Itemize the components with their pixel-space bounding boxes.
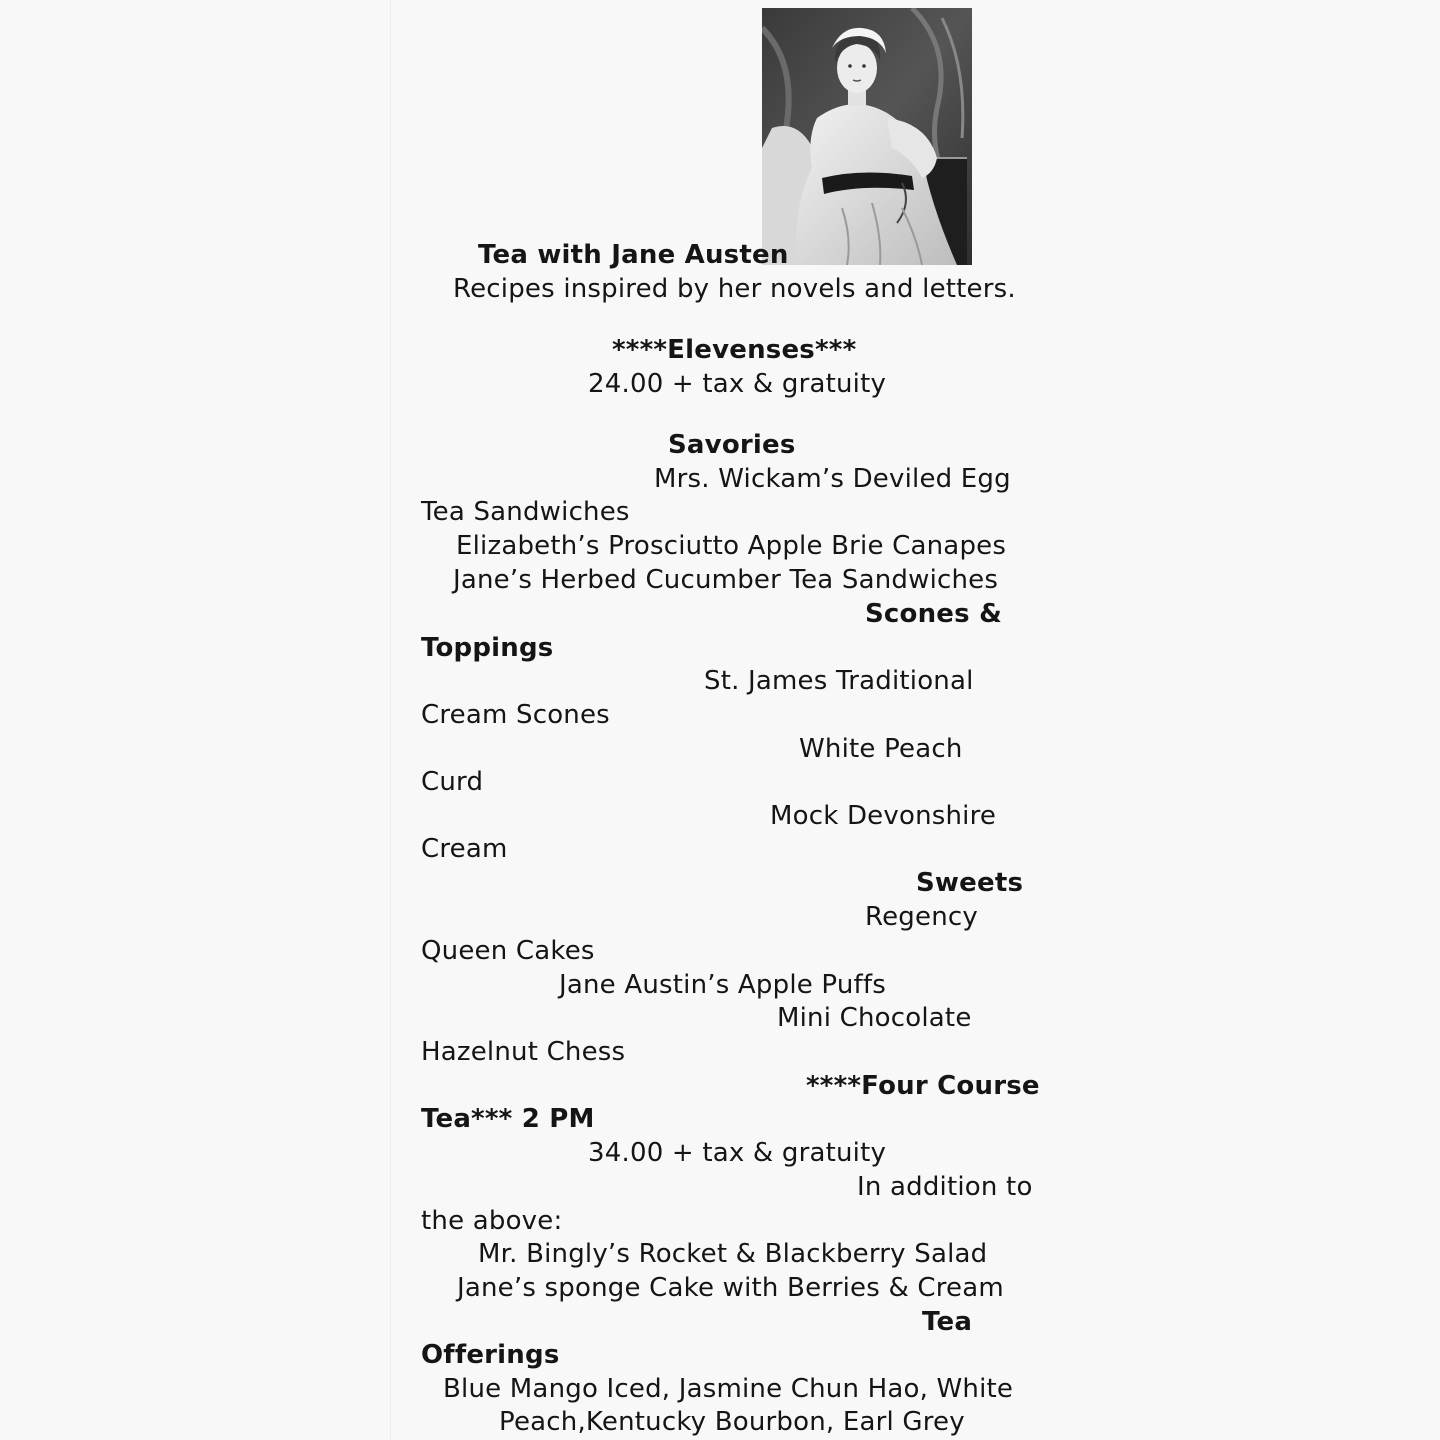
menu-item: Mrs. Wickam’s Deviled Egg [654,464,1011,494]
tea-sandwiches-heading: Tea Sandwiches [421,497,630,527]
scones-heading: Scones & [865,599,1002,629]
menu-item-continued: Cream [421,834,508,864]
menu-title: Tea with Jane Austen [478,240,789,270]
tea-offerings-heading: Tea [922,1307,973,1337]
elevenses-price: 24.00 + tax & gratuity [588,369,887,399]
menu-item: Regency [865,902,978,932]
four-course-heading: ****Four Course [806,1071,1040,1101]
menu-item: St. James Traditional [704,666,974,696]
savories-heading: Savories [668,430,796,460]
column-divider [390,0,391,1440]
menu-item-continued: Curd [421,767,484,797]
menu-item: White Peach [799,734,963,764]
tea-offerings-list-continued: Peach,Kentucky Bourbon, Earl Grey [499,1407,965,1437]
four-course-heading-continued: Tea*** 2 PM [421,1104,595,1134]
menu-item: Jane’s sponge Cake with Berries & Cream [457,1273,1004,1303]
menu-item: Jane Austin’s Apple Puffs [559,970,886,1000]
menu-item: Mr. Bingly’s Rocket & Blackberry Salad [478,1239,988,1269]
menu-item: Jane’s Herbed Cucumber Tea Sandwiches [453,565,999,595]
tea-offerings-heading-continued: Offerings [421,1340,560,1370]
four-course-price: 34.00 + tax & gratuity [588,1138,887,1168]
four-course-intro: In addition to [857,1172,1033,1202]
jane-austen-portrait-image [762,8,972,265]
menu-item-continued: Queen Cakes [421,936,595,966]
sweets-heading: Sweets [916,868,1024,898]
tea-offerings-list: Blue Mango Iced, Jasmine Chun Hao, White [443,1374,1014,1404]
menu-item-continued: Hazelnut Chess [421,1037,626,1067]
elevenses-heading: ****Elevenses*** [612,335,857,365]
menu-item-continued: Cream Scones [421,700,610,730]
scones-heading-continued: Toppings [421,633,554,663]
menu-item: Mini Chocolate [777,1003,972,1033]
four-course-intro-continued: the above: [421,1206,563,1236]
menu-item: Mock Devonshire [770,801,997,831]
menu-subtitle: Recipes inspired by her novels and letters. [453,274,1016,304]
menu-item: Elizabeth’s Prosciutto Apple Brie Canapes [456,531,1007,561]
